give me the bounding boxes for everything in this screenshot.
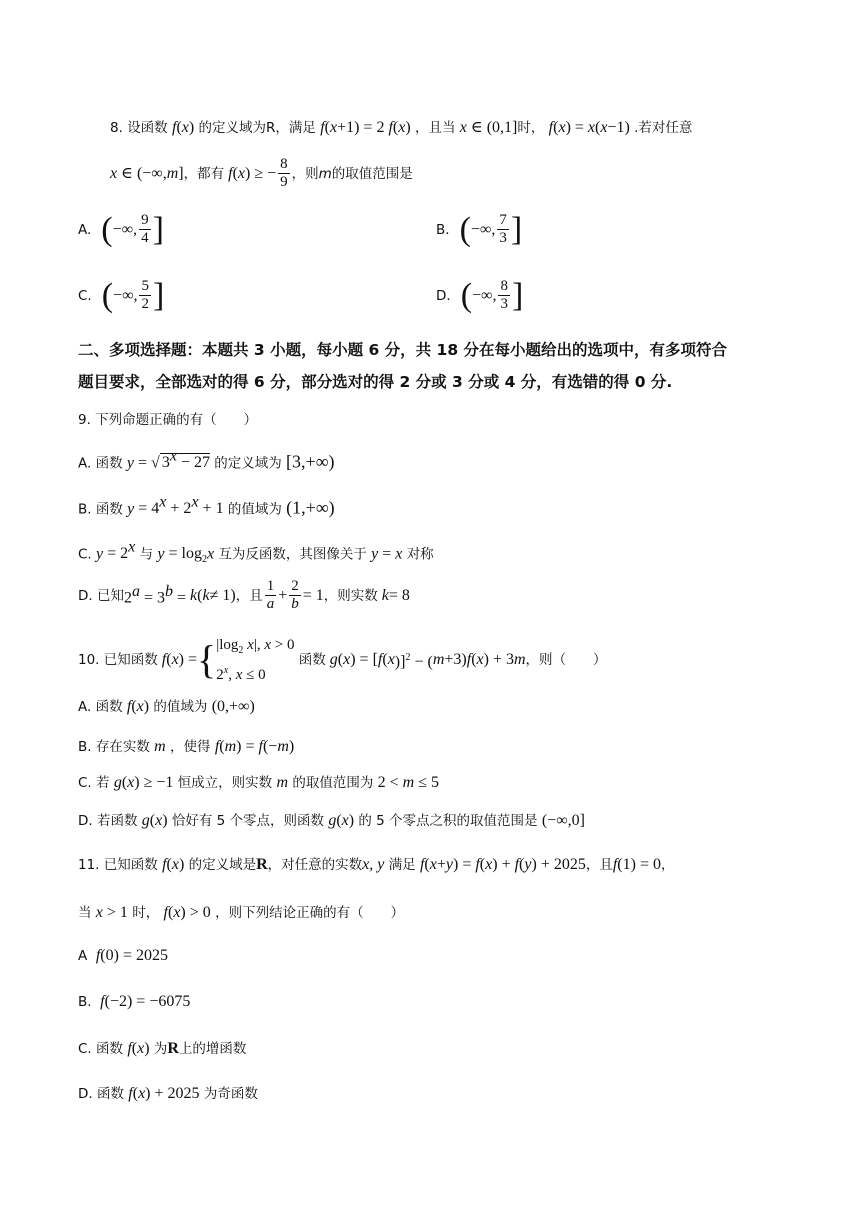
- option-text: ，使得: [170, 739, 211, 755]
- q8-text: m: [318, 165, 332, 182]
- q8-text: .若对任意: [634, 120, 693, 136]
- q9-option-d[interactable]: D. 已知 $2^a = 3^b$ = k ( k ≠ 1) ，且 $\frac{1}{a}$ + $\frac{2}{b}$ = 1 ，则实数 k = 8: [78, 578, 410, 612]
- option-text: 已知: [96, 587, 124, 604]
- q10-text: 已知函数: [103, 652, 158, 668]
- q10-option-c[interactable]: C. 若 g(x) ≥ −1 恒成立，则实数 m 的取值范围为 2 < m ≤ 5: [78, 774, 440, 791]
- q8-option-b[interactable]: B. ( −∞, $\frac{7}{3}$ ]: [436, 210, 523, 248]
- option-denominator: 2: [141, 296, 149, 312]
- section-heading-line2: 题目要求，全部选对的得 6 分，部分选对的得 2 分或 3 分或 4 分，有选错的得 0 分.: [78, 373, 673, 391]
- option-label: B.: [436, 221, 450, 238]
- option-text: 函数: [96, 1041, 124, 1057]
- option-label: A.: [78, 699, 92, 715]
- q10-text: ，则（ ）: [525, 652, 607, 668]
- q11-number: 11.: [78, 857, 100, 873]
- option-text: 对称: [406, 546, 434, 563]
- option-text: ，则实数: [323, 587, 378, 604]
- q11-text: ，: [660, 857, 675, 873]
- q10-option-a[interactable]: A. 函数 f(x) 的值域为 (0,+∞): [78, 698, 255, 715]
- option-text: 为奇函数: [203, 1086, 258, 1102]
- q8-text: ，都有: [183, 165, 225, 182]
- option-text: 函数: [95, 699, 123, 715]
- q11-line2: 当 x > 1 时， f(x) > 0 ，则下列结论正确的有（ ）: [78, 904, 405, 921]
- option-label: C.: [78, 775, 92, 791]
- option-label: C.: [78, 287, 92, 304]
- section-heading-line1: 二、多项选择题：本题共 3 小题，每小题 6 分，共 18 分在每小题给出的选项中，有多项符合: [78, 341, 728, 359]
- q10-text: 函数: [298, 652, 326, 668]
- option-text: 函数: [95, 501, 123, 518]
- option-text: 的取值范围为: [292, 775, 374, 791]
- q11-option-b[interactable]: B. f(−2) = −6075: [78, 993, 191, 1010]
- q8-text: R: [266, 120, 276, 136]
- option-label: B.: [78, 994, 92, 1010]
- option-numerator: 7: [499, 212, 507, 228]
- option-text: 的值域为: [153, 699, 208, 715]
- q11-text: ，且: [585, 857, 613, 873]
- option-label: A.: [78, 455, 92, 472]
- q8-math: x: [110, 164, 118, 182]
- q8-number: 8.: [110, 120, 123, 136]
- q8-option-c[interactable]: C. ( −∞, $\frac{5}{2}$ ]: [78, 276, 165, 314]
- q9-stem: 9. 下列命题正确的有（ ）: [78, 412, 258, 428]
- q11-text: ，对任意的实数: [267, 857, 363, 873]
- q8-math: f: [320, 119, 325, 136]
- option-label: B.: [78, 739, 92, 755]
- q10-option-b[interactable]: B. 存在实数 m ，使得 f(m) = f(−m): [78, 738, 295, 755]
- option-text: ，且: [235, 587, 263, 604]
- q8-text: 的定义域为: [198, 120, 266, 136]
- option-numerator: 8: [500, 278, 508, 294]
- option-denominator: 4: [141, 230, 149, 246]
- option-label: D.: [436, 287, 451, 304]
- fraction: $\frac{8}{9}$: [280, 156, 288, 190]
- q8-math: f: [171, 119, 177, 136]
- q11-line1: 11. 已知函数 f(x) 的定义域是R，对任意的实数x, y 满足 f(x+y) = f(x) + f(y) + 2025，且f(1) = 0，: [78, 856, 675, 873]
- q9-option-b[interactable]: B. 函数 $y = 4^x + 2^x + 1$ 的值域为 (1,+∞): [78, 494, 335, 518]
- option-text: 函数: [95, 455, 123, 472]
- q8-line1: 8. 设函数 f(x) 的定义域为R，满足 f(x+1) = 2 f(x) ，且当 x ∈ (0,1]时， f(x) = x(x−1) .若对任意: [110, 119, 693, 136]
- q8-text: ，则: [291, 165, 319, 182]
- option-text: 若函数: [96, 813, 138, 829]
- option-label: D.: [78, 587, 93, 604]
- option-text: 与: [139, 546, 154, 563]
- q11-option-a[interactable]: A f(0) = 2025: [78, 947, 168, 964]
- q8-text: 时，: [517, 120, 545, 136]
- option-numerator: 5: [141, 278, 149, 294]
- option-text: 互为反函数，其图像关于: [218, 546, 367, 563]
- q11-option-c[interactable]: C. 函数 f(x) 为R上的增函数: [78, 1040, 247, 1057]
- option-text: 的 5 个零点之积的取值范围是: [358, 813, 538, 829]
- option-denominator: 3: [499, 230, 507, 246]
- q11-text: ，则下列结论正确的有（ ）: [215, 905, 405, 921]
- q11-option-d[interactable]: D. 函数 f(x) + 2025 为奇函数: [78, 1085, 258, 1102]
- option-text: 存在实数: [95, 739, 150, 755]
- q10-number: 10.: [78, 652, 100, 668]
- q8-text: 的取值范围是: [331, 165, 413, 182]
- piecewise-function: { $|\log_2$ x|, x > 0 2$^x$, x ≤ 0: [197, 637, 295, 683]
- q10-option-d[interactable]: D. 若函数 g(x) 恰好有 5 个零点，则函数 g(x) 的 5 个零点之积的取值范围是 (−∞,0]: [78, 812, 585, 829]
- q8-math: x: [459, 119, 467, 136]
- q8-line2: x ∈ (−∞, m ] ，都有 f ( x ) ≥ − $\frac{8}{9}$ ，则 m 的取值范围是: [110, 156, 413, 190]
- q9-option-c[interactable]: C. $y = 2^x$ 与 $y = \log_2x$ 互为反函数，其图像关于 y = x 对称: [78, 539, 434, 566]
- q11-text: 当: [78, 905, 92, 921]
- option-denominator: 3: [500, 296, 508, 312]
- option-text: 的值域为: [227, 501, 282, 518]
- option-text: 函数: [96, 1086, 124, 1102]
- q8-math: f: [548, 119, 554, 136]
- option-numerator: 9: [141, 212, 149, 228]
- q9-option-a[interactable]: A. 函数 y = √ $3^x - 27$ 的定义域为 [3,+∞): [78, 448, 335, 472]
- q8-option-a[interactable]: A. ( −∞, $\frac{9}{4}$ ]: [78, 210, 164, 248]
- option-label: B.: [78, 501, 92, 518]
- q11-text: 的定义域是: [188, 857, 257, 873]
- option-label: A: [78, 948, 88, 964]
- q8-text: ，满足: [275, 120, 316, 136]
- option-text: 的定义域为: [214, 455, 282, 472]
- option-label: D.: [78, 813, 93, 829]
- q11-text: 满足: [388, 857, 416, 873]
- q11-text: 时，: [132, 905, 160, 921]
- option-label: C.: [78, 1041, 92, 1057]
- option-text: 上的增函数: [178, 1041, 247, 1057]
- option-text: 为: [153, 1041, 168, 1057]
- option-text: 恒成立，则实数: [177, 775, 273, 791]
- option-text: 若: [96, 775, 110, 791]
- option-text: 恰好有 5 个零点，则函数: [171, 813, 325, 829]
- option-label: A.: [78, 221, 92, 238]
- q11-text: 已知函数: [103, 857, 158, 873]
- q10-stem: 10. 已知函数 f ( x ) = { $|\log_2$ x|, x > 0 2$^x$, x ≤ 0 函数 g ( x ) = [ f ( x )]$^2$ − ( m +3) f ( x ) + 3 m ，则（ ）: [78, 637, 607, 683]
- option-label: D.: [78, 1086, 93, 1102]
- q8-text: ，且当: [414, 120, 456, 136]
- q8-text: 设函数: [127, 120, 168, 136]
- q8-option-d[interactable]: D. ( −∞, $\frac{8}{3}$ ]: [436, 276, 524, 314]
- option-label: C.: [78, 546, 92, 563]
